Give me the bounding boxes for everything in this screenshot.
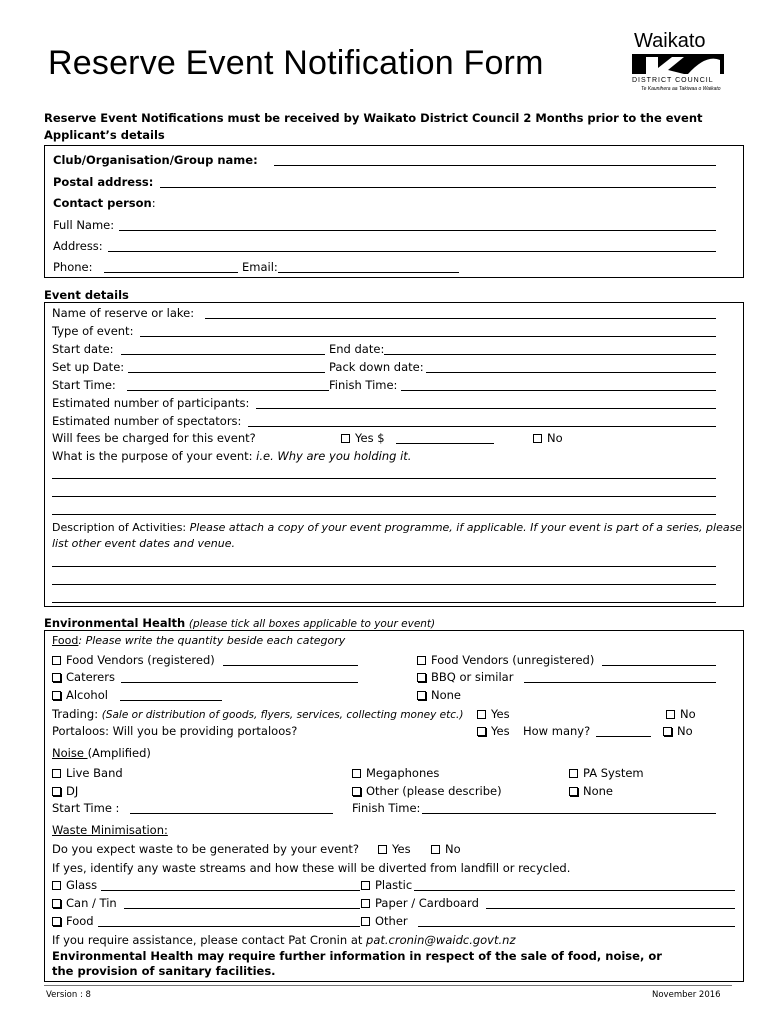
- noise-finish-time-label: Finish Time:: [352, 801, 421, 815]
- warning-line-1: Environmental Health may require further information in respect of the sale of food, noise, or: [52, 949, 662, 963]
- waste-no-checkbox[interactable]: No: [431, 842, 461, 856]
- env-heading: Environmental Health (please tick all boxes applicable to your event): [44, 616, 436, 630]
- waste-yes-checkbox[interactable]: Yes: [378, 842, 411, 856]
- phone-field[interactable]: [104, 272, 238, 273]
- type-field[interactable]: [140, 336, 716, 337]
- noise-start-time-label: Start Time :: [52, 801, 120, 815]
- food-vendors-reg-checkbox[interactable]: Food Vendors (registered): [52, 653, 215, 667]
- plastic-checkbox[interactable]: Plastic: [361, 878, 412, 892]
- intro-text: Reserve Event Notifications must be received by Waikato District Council 2 Months prior to the event: [44, 111, 703, 125]
- packdown-date-field[interactable]: [426, 372, 716, 373]
- checkbox-icon: [431, 845, 440, 854]
- portaloos-no-checkbox[interactable]: No: [663, 724, 693, 738]
- checkbox-icon: [361, 881, 370, 890]
- checkbox-icon: [52, 691, 61, 700]
- paper-checkbox[interactable]: Paper / Cardboard: [361, 896, 479, 910]
- event-heading: Event details: [44, 288, 129, 302]
- paper-field[interactable]: [486, 908, 735, 909]
- desc-field-3[interactable]: [52, 602, 716, 603]
- spectators-field[interactable]: [248, 426, 716, 427]
- fees-label: Will fees be charged for this event?: [52, 431, 256, 445]
- checkbox-icon: [352, 769, 361, 778]
- checkbox-icon: [361, 917, 370, 926]
- food-vendors-unreg-checkbox[interactable]: Food Vendors (unregistered): [417, 653, 594, 667]
- setup-date-field[interactable]: [128, 372, 325, 373]
- purpose-field-3[interactable]: [52, 514, 716, 515]
- checkbox-icon: [52, 673, 61, 682]
- checkbox-icon: [52, 656, 61, 665]
- end-date-label: End date:: [329, 342, 385, 356]
- start-date-label: Start date:: [52, 342, 114, 356]
- megaphones-checkbox[interactable]: Megaphones: [352, 766, 439, 780]
- start-time-field[interactable]: [127, 390, 329, 391]
- postal-field[interactable]: [160, 187, 716, 188]
- fees-yes-checkbox[interactable]: Yes $: [341, 431, 385, 445]
- page-title: Reserve Event Notification Form: [48, 44, 544, 82]
- date-label: November 2016: [652, 990, 721, 1000]
- waste-streams-text: If yes, identify any waste streams and how these will be diverted from landfill or recycled.: [52, 861, 571, 875]
- caterers-qty[interactable]: [121, 682, 358, 683]
- spectators-label: Estimated number of spectators:: [52, 414, 242, 428]
- checkbox-icon: [477, 710, 486, 719]
- glass-field[interactable]: [101, 890, 360, 891]
- how-many-field[interactable]: [596, 736, 651, 737]
- start-time-label: Start Time:: [52, 378, 116, 392]
- food-label: Food: Please write the quantity beside each category: [52, 634, 346, 647]
- dj-checkbox[interactable]: DJ: [52, 784, 78, 798]
- purpose-field-2[interactable]: [52, 496, 716, 497]
- bbq-checkbox[interactable]: BBQ or similar: [417, 670, 513, 684]
- food-none-checkbox[interactable]: None: [417, 688, 461, 702]
- desc-field-2[interactable]: [52, 584, 716, 585]
- footer-rule: [44, 985, 732, 986]
- applicant-heading: Applicant’s details: [44, 128, 165, 142]
- finish-time-label: Finish Time:: [329, 378, 398, 392]
- trading-label: Trading: (Sale or distribution of goods, flyers, services, collecting money etc.): [52, 707, 464, 721]
- checkbox-icon: [417, 691, 426, 700]
- fees-amount-field[interactable]: [396, 443, 494, 444]
- address-field[interactable]: [108, 251, 716, 252]
- checkbox-icon: [52, 881, 61, 890]
- reserve-field[interactable]: [205, 318, 716, 319]
- checkbox-icon: [378, 845, 387, 854]
- checkbox-icon: [361, 899, 370, 908]
- waste-label: Waste Minimisation:: [52, 823, 168, 837]
- how-many-label: How many?: [523, 724, 591, 738]
- portaloos-label: Portaloos: Will you be providing portaloos?: [52, 724, 298, 738]
- checkbox-icon: [477, 727, 486, 736]
- email-label: Email:: [242, 260, 278, 274]
- contact-label: Contact person:: [53, 196, 156, 210]
- address-label: Address:: [53, 239, 103, 253]
- assist-text: If you require assistance, please contact Pat Cronin at pat.cronin@waidc.govt.nz: [52, 933, 516, 947]
- participants-field[interactable]: [256, 408, 716, 409]
- end-date-field[interactable]: [384, 354, 716, 355]
- setup-date-label: Set up Date:: [52, 360, 125, 374]
- postal-label: Postal address:: [53, 175, 154, 189]
- live-band-checkbox[interactable]: Live Band: [52, 766, 123, 780]
- version-label: Version : 8: [46, 990, 91, 1000]
- start-date-field[interactable]: [121, 354, 325, 355]
- full-name-label: Full Name:: [53, 218, 115, 232]
- desc-field-1[interactable]: [52, 566, 716, 567]
- desc-label: Description of Activities: Please attach a copy of your event programme, if applicable. If your event is part of a series, please: [52, 521, 743, 534]
- checkbox-icon: [352, 787, 361, 796]
- reserve-label: Name of reserve or lake:: [52, 306, 195, 320]
- purpose-label: What is the purpose of your event: i.e. Why are you holding it.: [52, 449, 412, 463]
- food-waste-field[interactable]: [98, 926, 360, 927]
- participants-label: Estimated number of participants:: [52, 396, 250, 410]
- checkbox-icon: [341, 434, 350, 443]
- checkbox-icon: [663, 727, 672, 736]
- portaloos-yes-checkbox[interactable]: Yes: [477, 724, 510, 738]
- checkbox-icon: [417, 673, 426, 682]
- can-field[interactable]: [124, 908, 360, 909]
- food-waste-checkbox[interactable]: Food: [52, 914, 94, 928]
- checkbox-icon: [52, 899, 61, 908]
- caterers-checkbox[interactable]: Caterers: [52, 670, 115, 684]
- finish-time-field[interactable]: [401, 390, 716, 391]
- fees-no-checkbox[interactable]: No: [533, 431, 563, 445]
- full-name-field[interactable]: [119, 230, 716, 231]
- type-label: Type of event:: [52, 324, 134, 338]
- can-checkbox[interactable]: Can / Tin: [52, 896, 117, 910]
- warning-line-2: the provision of sanitary facilities.: [52, 964, 276, 978]
- checkbox-icon: [52, 769, 61, 778]
- noise-none-checkbox[interactable]: None: [569, 784, 613, 798]
- desc-hint-2: list other event dates and venue.: [52, 537, 235, 550]
- plastic-field[interactable]: [414, 890, 735, 891]
- food-vendors-unreg-qty[interactable]: [602, 665, 716, 666]
- food-vendors-reg-qty[interactable]: [223, 665, 358, 666]
- checkbox-icon: [666, 710, 675, 719]
- assist-email[interactable]: pat.cronin@waidc.govt.nz: [366, 933, 516, 947]
- other-noise-checkbox[interactable]: Other (please describe): [352, 784, 502, 798]
- noise-start-time-field[interactable]: [130, 813, 333, 814]
- noise-label: Noise (Amplified): [52, 746, 151, 760]
- checkbox-icon: [52, 917, 61, 926]
- club-label: Club/Organisation/Group name:: [53, 153, 258, 167]
- trading-yes-checkbox[interactable]: Yes: [477, 707, 510, 721]
- club-field[interactable]: [274, 165, 716, 166]
- checkbox-icon: [417, 656, 426, 665]
- pa-system-checkbox[interactable]: PA System: [569, 766, 644, 780]
- trading-no-checkbox[interactable]: No: [666, 707, 696, 721]
- packdown-date-label: Pack down date:: [329, 360, 424, 374]
- glass-checkbox[interactable]: Glass: [52, 878, 97, 892]
- other-waste-field[interactable]: [418, 926, 735, 927]
- noise-finish-time-field[interactable]: [422, 813, 716, 814]
- phone-label: Phone:: [53, 260, 93, 274]
- purpose-field-1[interactable]: [52, 478, 716, 479]
- other-waste-checkbox[interactable]: Other: [361, 914, 408, 928]
- bbq-qty[interactable]: [524, 682, 716, 683]
- waste-question: Do you expect waste to be generated by your event?: [52, 842, 359, 856]
- checkbox-icon: [52, 787, 61, 796]
- alcohol-qty[interactable]: [120, 700, 222, 701]
- checkbox-icon: [569, 769, 578, 778]
- alcohol-checkbox[interactable]: Alcohol: [52, 688, 108, 702]
- checkbox-icon: [569, 787, 578, 796]
- checkbox-icon: [533, 434, 542, 443]
- email-field[interactable]: [278, 272, 459, 273]
